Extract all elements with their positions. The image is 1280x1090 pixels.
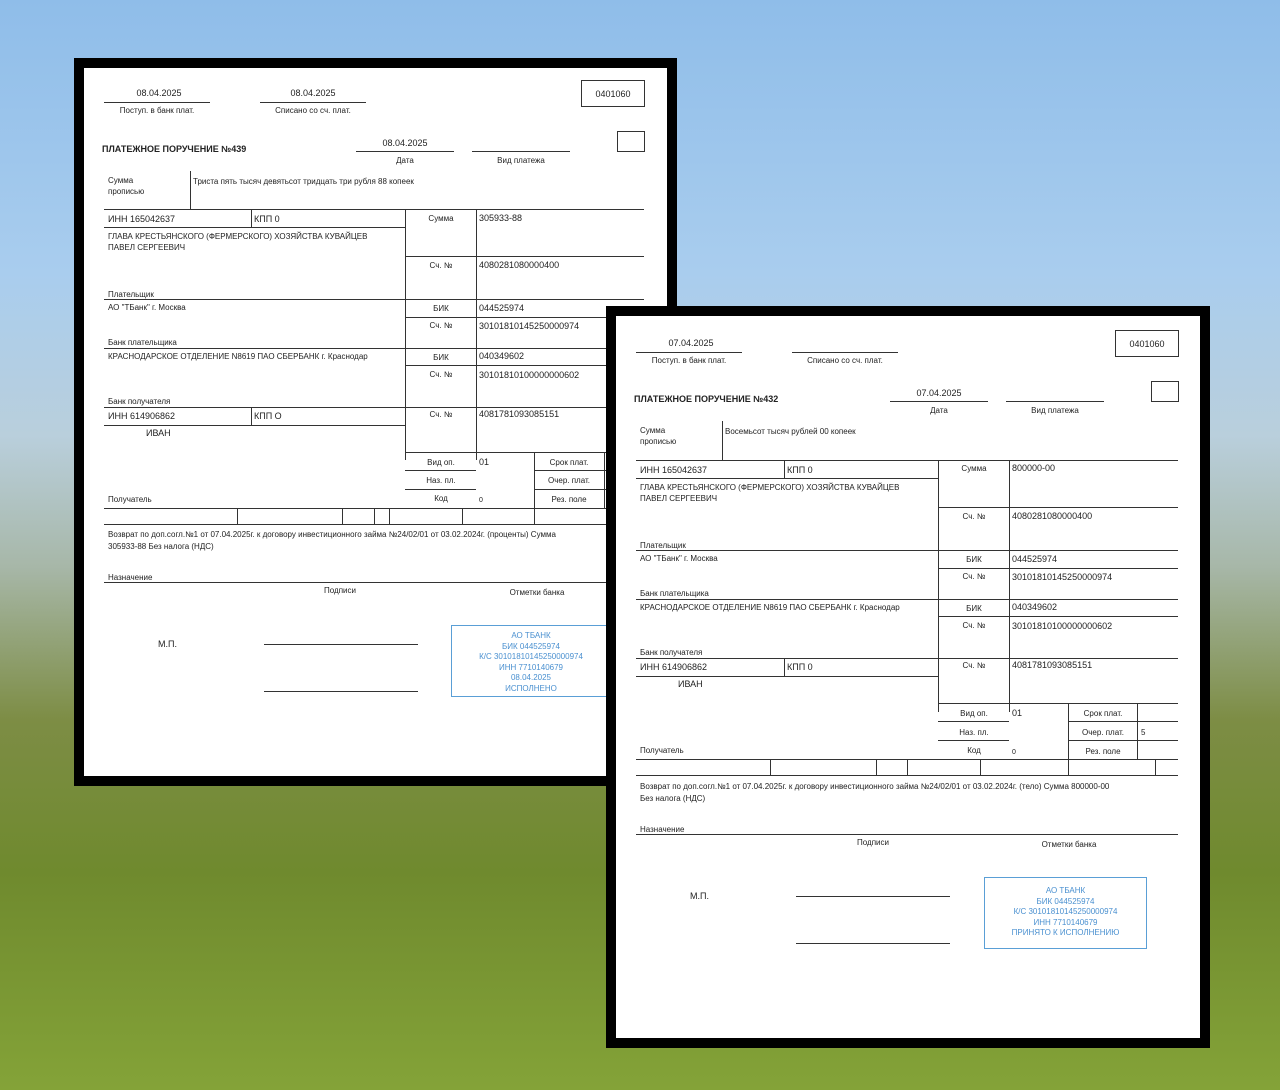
- sum-label: Сумма: [961, 464, 987, 473]
- reserve-label: Рез. поле: [551, 495, 587, 504]
- payment-type-box: [1151, 381, 1179, 402]
- purpose-text: Возврат по доп.согл.№1 от 07.04.2025г. к договору инвестиционного займа №24/02/01 от 03.02.2024г. (проценты) Сумма: [108, 530, 556, 539]
- recipient-account-label: Сч. №: [962, 661, 986, 670]
- document-title: ПЛАТЕЖНОЕ ПОРУЧЕНИЕ №432: [634, 394, 779, 404]
- divider: [472, 151, 570, 152]
- purpose-text: Без налога (НДС): [640, 794, 706, 803]
- term-label: Срок плат.: [1083, 709, 1123, 718]
- payer-name: ПАВЕЛ СЕРГЕЕВИЧ: [108, 243, 186, 252]
- divider: [104, 209, 644, 210]
- document-date: 08.04.2025: [382, 138, 428, 148]
- signatures-label: Подписи: [857, 838, 889, 847]
- divider: [890, 401, 988, 402]
- divider: [907, 759, 908, 775]
- divider: [251, 407, 252, 425]
- divider: [1137, 703, 1138, 760]
- account-label: Сч. №: [429, 261, 453, 270]
- document-title: ПЛАТЕЖНОЕ ПОРУЧЕНИЕ №439: [102, 144, 247, 154]
- payer-bik: 044525974: [479, 303, 525, 313]
- stamp-line: АО ТБАНК: [511, 631, 551, 640]
- recipient-kpp: КПП 0: [787, 662, 813, 672]
- payer-name: ГЛАВА КРЕСТЬЯНСКОГО (ФЕРМЕРСКОГО) ХОЗЯЙСТВА КУВАЙЦЕВ: [640, 483, 900, 492]
- term-label: Срок плат.: [549, 458, 589, 467]
- divider: [636, 676, 938, 677]
- payment-order-432: [606, 306, 1210, 1048]
- seal-place-label: М.П.: [690, 891, 709, 901]
- stamp-line: 08.04.2025: [510, 673, 552, 682]
- divider: [770, 759, 771, 775]
- payer-label: Плательщик: [108, 290, 154, 299]
- code-value: 0: [479, 497, 483, 504]
- order-value: 5: [1141, 728, 1146, 737]
- stamp-line: ИНН 7710140679: [1033, 917, 1098, 927]
- divider: [104, 425, 405, 426]
- purpose-label: Назначение: [108, 573, 153, 582]
- divider: [636, 460, 1178, 461]
- recipient-inn: ИНН 614906862: [640, 662, 708, 672]
- divider: [636, 775, 1178, 776]
- sum-value: 800000-00: [1012, 463, 1056, 473]
- recipient-bik-label: БИК: [966, 604, 982, 613]
- order-label: Очер. плат.: [547, 476, 590, 485]
- recipient-bik-label: БИК: [433, 353, 449, 362]
- divider: [938, 460, 939, 712]
- divider: [980, 759, 981, 775]
- date-received-label: Поступ. в банк плат.: [651, 356, 727, 365]
- divider: [534, 508, 535, 524]
- signatures-label: Подписи: [324, 586, 356, 595]
- reserve-label: Рез. поле: [1085, 747, 1121, 756]
- divider: [104, 582, 644, 583]
- payer-name: ГЛАВА КРЕСТЬЯНСКОГО (ФЕРМЕРСКОГО) ХОЗЯЙСТВА КУВАЙЦЕВ: [108, 232, 368, 241]
- divider: [792, 352, 898, 353]
- sum-in-words: Восемьсот тысяч рублей 00 копеек: [725, 427, 856, 436]
- divider: [938, 703, 1178, 704]
- divider: [938, 721, 1009, 722]
- bik-label: БИК: [433, 304, 449, 313]
- divider: [636, 834, 1178, 835]
- divider: [636, 352, 742, 353]
- date-debited-label: Списано со сч. плат.: [807, 356, 883, 365]
- sum-in-words: Триста пять тысяч девятьсот тридцать три рубля 88 копеек: [193, 177, 414, 186]
- sum-words-label: прописью: [640, 437, 677, 446]
- divider: [476, 209, 477, 460]
- bank-marks-label: Отметки банка: [509, 588, 565, 597]
- recipient-bank-label: Банк получателя: [640, 648, 703, 657]
- divider: [405, 209, 406, 460]
- purpose-code-label: Наз. пл.: [959, 728, 989, 737]
- date-received: 07.04.2025: [668, 338, 714, 348]
- divider: [938, 568, 1178, 569]
- code-value: 0: [1012, 749, 1016, 756]
- form-code: 0401060: [581, 80, 645, 107]
- payer-bank-label: Банк плательщика: [640, 589, 709, 598]
- recipient-kpp: КПП О: [254, 411, 282, 421]
- stamp-line: ПРИНЯТО К ИСПОЛНЕНИЮ: [1011, 928, 1120, 937]
- signature-line: [796, 896, 950, 897]
- bank-marks-label: Отметки банка: [1041, 840, 1097, 849]
- divider: [604, 452, 605, 509]
- sum-label: Сумма: [428, 214, 454, 223]
- recipient-bank: КРАСНОДАРСКОЕ ОТДЕЛЕНИЕ N8619 ПАО СБЕРБАНК г. Краснодар: [640, 603, 900, 612]
- account-label: Сч. №: [962, 512, 986, 521]
- corr-account-label: Сч. №: [429, 321, 453, 330]
- divider: [104, 407, 644, 408]
- stamp-line: ИСПОЛНЕНО: [505, 683, 557, 693]
- divider: [104, 102, 210, 103]
- divider: [251, 209, 252, 227]
- recipient-account: 4081781093085151: [1012, 660, 1093, 670]
- recipient-inn: ИНН 614906862: [108, 411, 176, 421]
- code-label: Код: [434, 494, 448, 503]
- recipient-corr-label: Сч. №: [429, 370, 453, 379]
- divider: [104, 227, 405, 228]
- divider: [260, 102, 366, 103]
- code-label: Код: [967, 746, 981, 755]
- payer-account: 4080281080000400: [1012, 511, 1093, 521]
- payer-bank: АО "ТБанк" г. Москва: [640, 554, 718, 563]
- signature-line: [264, 691, 418, 692]
- divider: [636, 478, 938, 479]
- stamp-line: К/С 30101810145250000974: [479, 652, 583, 661]
- payment-type-label: Вид платежа: [1031, 406, 1079, 415]
- recipient-bik: 040349602: [1012, 602, 1058, 612]
- divider: [405, 470, 476, 471]
- date-label: Дата: [930, 406, 948, 415]
- divider: [636, 550, 1178, 551]
- op-type: 01: [1012, 708, 1023, 718]
- payer-account: 4080281080000400: [479, 260, 560, 270]
- date-debited: 08.04.2025: [290, 88, 336, 98]
- bank-stamp: [451, 625, 611, 697]
- sum-value: 305933-88: [479, 213, 523, 223]
- op-type: 01: [479, 457, 490, 467]
- payer-label: Плательщик: [640, 541, 686, 550]
- stamp-line: К/С 30101810145250000974: [1013, 907, 1118, 916]
- purpose-text: 305933-88 Без налога (НДС): [108, 542, 214, 551]
- divider: [237, 508, 238, 524]
- payer-corr-account: 30101810145250000974: [479, 321, 580, 331]
- recipient-corr-label: Сч. №: [962, 621, 986, 630]
- date-received-label: Поступ. в банк плат.: [119, 106, 195, 115]
- divider: [104, 348, 644, 349]
- divider: [722, 421, 723, 460]
- recipient-account-label: Сч. №: [429, 410, 453, 419]
- divider: [356, 151, 454, 152]
- stamp-line: АО ТБАНК: [1045, 886, 1086, 895]
- stamp-line: БИК 044525974: [1036, 896, 1095, 906]
- payer-corr-account: 30101810145250000974: [1012, 572, 1113, 582]
- seal-place-label: М.П.: [158, 639, 177, 649]
- bik-label: БИК: [966, 555, 982, 564]
- op-type-label: Вид оп.: [960, 709, 988, 718]
- divider: [342, 508, 343, 524]
- recipient-name: ИВАН: [678, 679, 703, 689]
- sum-words-label: Сумма: [108, 176, 134, 185]
- form-code: 0401060: [1115, 330, 1179, 357]
- divider: [784, 460, 785, 478]
- date-received: 08.04.2025: [136, 88, 182, 98]
- divider: [389, 508, 390, 524]
- corr-account-label: Сч. №: [962, 572, 986, 581]
- divider: [1068, 740, 1178, 741]
- divider: [405, 489, 476, 490]
- divider: [374, 508, 375, 524]
- payer-kpp: КПП 0: [254, 214, 280, 224]
- payer-kpp: КПП 0: [787, 465, 813, 475]
- divider: [1009, 460, 1010, 712]
- divider: [1155, 759, 1156, 775]
- divider: [462, 508, 463, 524]
- purpose-label: Назначение: [640, 825, 685, 834]
- divider: [104, 524, 644, 525]
- payment-type-box: [617, 131, 645, 152]
- payment-type-label: Вид платежа: [497, 156, 545, 165]
- purpose-code-label: Наз. пл.: [426, 476, 456, 485]
- divider: [1006, 401, 1104, 402]
- payer-inn: ИНН 165042637: [108, 214, 176, 224]
- recipient-corr-account: 30101810100000000602: [479, 370, 580, 380]
- divider: [938, 740, 1009, 741]
- op-type-label: Вид оп.: [427, 458, 455, 467]
- divider: [534, 452, 535, 509]
- divider: [636, 599, 1178, 600]
- divider: [190, 171, 191, 210]
- divider: [1068, 759, 1069, 775]
- purpose-text: Возврат по доп.согл.№1 от 07.04.2025г. к договору инвестиционного займа №24/02/01 от 03.02.2024г. (тело) Сумма 800000-00: [640, 782, 1110, 791]
- divider: [938, 616, 1178, 617]
- order-label: Очер. плат.: [1081, 728, 1124, 737]
- divider: [636, 658, 1178, 659]
- sum-words-label: Сумма: [640, 426, 666, 435]
- stamp-line: БИК 044525974: [502, 641, 560, 651]
- divider: [104, 299, 644, 300]
- divider: [1068, 703, 1069, 760]
- payer-bank: АО "ТБанк" г. Москва: [108, 303, 186, 312]
- recipient-bank: КРАСНОДАРСКОЕ ОТДЕЛЕНИЕ N8619 ПАО СБЕРБАНК г. Краснодар: [108, 352, 368, 361]
- payer-bank-label: Банк плательщика: [108, 338, 177, 347]
- payer-name: ПАВЕЛ СЕРГЕЕВИЧ: [640, 494, 718, 503]
- payer-inn: ИНН 165042637: [640, 465, 708, 475]
- payment-order-439: [74, 58, 677, 786]
- divider: [405, 256, 644, 257]
- divider: [876, 759, 877, 775]
- recipient-name: ИВАН: [146, 428, 171, 438]
- date-label: Дата: [396, 156, 414, 165]
- signature-line: [264, 644, 418, 645]
- recipient-account: 4081781093085151: [479, 409, 560, 419]
- divider: [1068, 721, 1178, 722]
- payer-bik: 044525974: [1012, 554, 1058, 564]
- recipient-corr-account: 30101810100000000602: [1012, 621, 1113, 631]
- recipient-bik: 040349602: [479, 351, 525, 361]
- recipient-label: Получатель: [108, 495, 152, 504]
- divider: [784, 658, 785, 676]
- bank-stamp: [984, 877, 1147, 949]
- recipient-label: Получатель: [640, 746, 684, 755]
- stamp-line: ИНН 7710140679: [498, 662, 564, 672]
- date-debited-label: Списано со сч. плат.: [275, 106, 351, 115]
- signature-line: [796, 943, 950, 944]
- document-date: 07.04.2025: [916, 388, 962, 398]
- divider: [938, 507, 1178, 508]
- recipient-bank-label: Банк получателя: [108, 397, 171, 406]
- sum-words-label: прописью: [108, 187, 145, 196]
